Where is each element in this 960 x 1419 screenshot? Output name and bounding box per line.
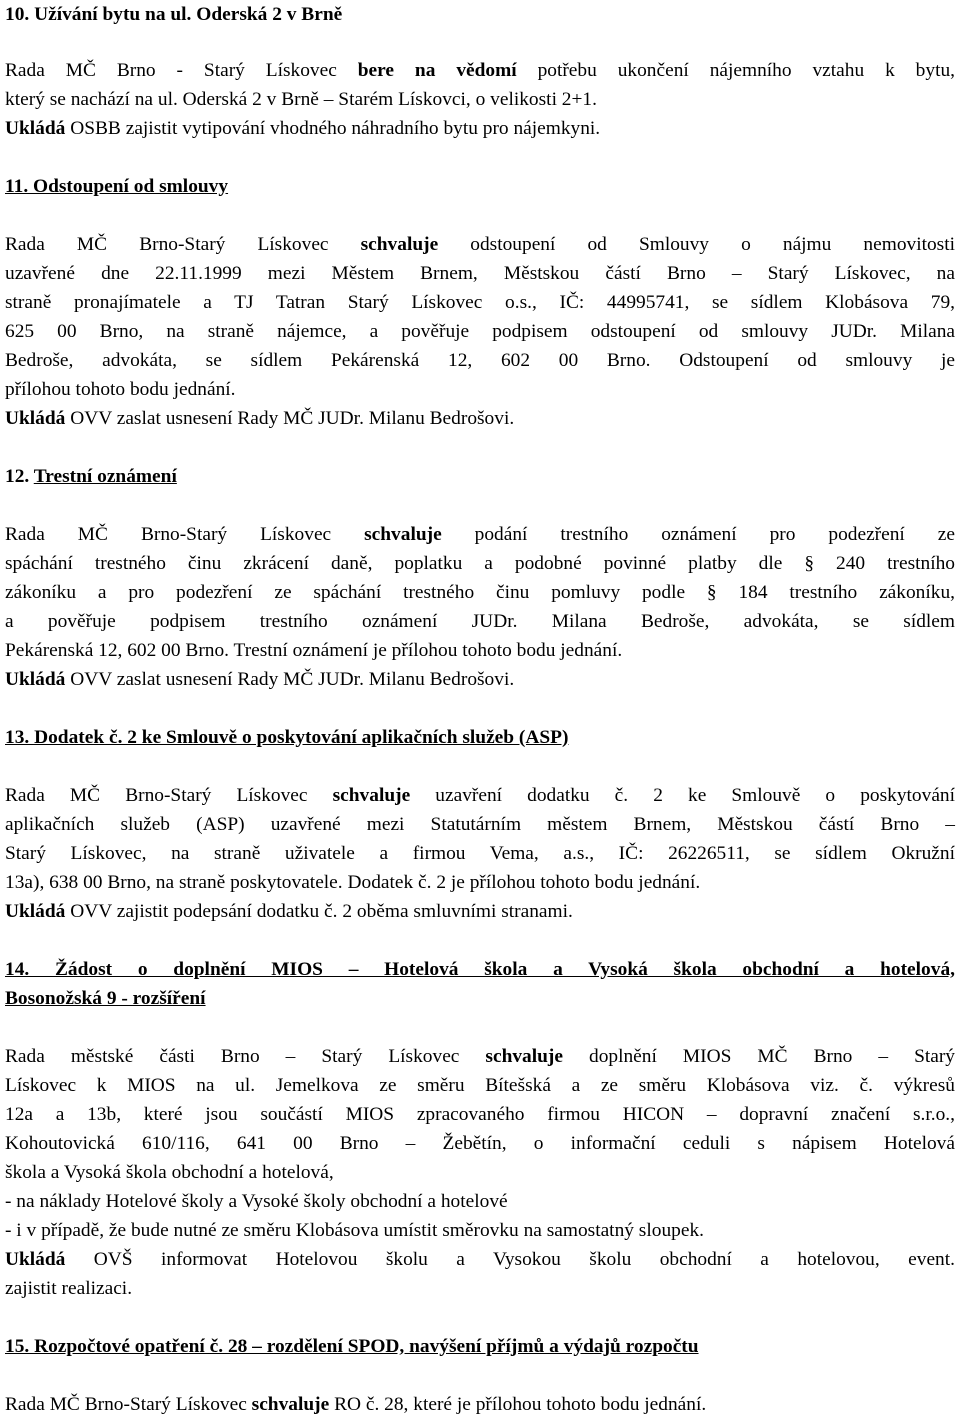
paragraph-line: Bedroše, advokáta, se sídlem Pekárenská 12, 602 00 Brno. Odstoupení od smlouvy je	[5, 350, 955, 371]
paragraph-line: zajistit realizaci.	[5, 1278, 133, 1299]
paragraph-line: který se nachází na ul. Oderská 2 v Brně – Starém Lískovci, o velikosti 2+1.	[5, 89, 597, 110]
section-11-heading: 11. Odstoupení od smlouvy	[5, 176, 229, 197]
list-item: - i v případě, že bude nutné ze směru Klobásova umístit směrovku na samostatný sloupek.	[5, 1220, 704, 1241]
paragraph-line: přílohou tohoto bodu jednání.	[5, 379, 236, 400]
paragraph-line: škola a Vysoká škola obchodní a hotelová,	[5, 1162, 334, 1183]
paragraph-line: Ukládá OSBB zajistit vytipování vhodného náhradního bytu pro nájemkyni.	[5, 118, 601, 139]
paragraph-line: a pověřuje podpisem trestního oznámení JUDr. Milana Bedroše, advokáta, se sídlem	[5, 611, 955, 632]
paragraph-line: Rada MČ Brno-Starý Lískovec schvaluje uzavření dodatku č. 2 ke Smlouvě o poskytování	[5, 785, 956, 806]
paragraph-line: Rada MČ Brno-Starý Lískovec schvaluje podání trestního oznámení pro podezření ze	[5, 524, 955, 545]
paragraph-line: Ukládá OVV zajistit podepsání dodatku č. 2 oběma smluvními stranami.	[5, 901, 573, 922]
paragraph-line: straně pronajímatele a TJ Tatran Starý Lískovec o.s., IČ: 44995741, se sídlem Klobásova 79,	[5, 292, 955, 313]
paragraph-line: Ukládá OVŠ informovat Hotelovou školu a Vysokou školu obchodní a hotelovou, event.	[5, 1249, 955, 1270]
paragraph-line: Pekárenská 12, 602 00 Brno. Trestní oznámení je přílohou tohoto bodu jednání.	[5, 640, 623, 661]
paragraph-line: Rada MČ Brno - Starý Lískovec bere na vědomí potřebu ukončení nájemního vztahu k bytu,	[5, 60, 956, 81]
paragraph-line: Starý Lískovec, na straně uživatele a firmou Vema, a.s., IČ: 26226511, se sídlem Okružní	[5, 843, 955, 864]
list-item: - na náklady Hotelové školy a Vysoké školy obchodní a hotelové	[5, 1191, 508, 1212]
paragraph-line: Rada MČ Brno-Starý Lískovec schvaluje RO č. 28, které je přílohou tohoto bodu jednání.	[5, 1394, 707, 1415]
section-14-heading-continued: Bosonožská 9 - rozšíření	[5, 988, 206, 1009]
paragraph-line: spáchání trestného činu zkrácení daně, poplatku a podobné povinné platby dle § 240 trestního	[5, 553, 955, 574]
paragraph-line: Kohoutovická 610/116, 641 00 Brno – Žebětín, o informační ceduli s nápisem Hotelová	[5, 1133, 955, 1154]
section-15-heading: 15. Rozpočtové opatření č. 28 – rozdělení SPOD, navýšení příjmů a výdajů rozpočtu	[5, 1336, 699, 1357]
paragraph-line: aplikačních služeb (ASP) uzavřené mezi Statutárním městem Brnem, Městskou částí Brno –	[5, 814, 955, 835]
section-14-heading: 14. Žádost o doplnění MIOS – Hotelová škola a Vysoká škola obchodní a hotelová,	[5, 959, 955, 980]
paragraph-line: Ukládá OVV zaslat usnesení Rady MČ JUDr. Milanu Bedrošovi.	[5, 669, 515, 690]
paragraph-line: 625 00 Brno, na straně nájemce, a pověřuje podpisem odstoupení od smlouvy JUDr. Milana	[5, 321, 955, 342]
paragraph-line: zákoníku a pro podezření ze spáchání trestného činu pomluvy podle § 184 trestního zákoníku,	[5, 582, 955, 603]
paragraph-line: Lískovec k MIOS na ul. Jemelkova ze směru Bítešská a ze směru Klobásova viz. č. výkresů	[5, 1075, 955, 1096]
paragraph-line: Rada městské části Brno – Starý Lískovec schvaluje doplnění MIOS MČ Brno – Starý	[5, 1046, 955, 1067]
section-12-heading: 12. Trestní oznámení	[5, 466, 177, 487]
section-10-heading: 10. Užívání bytu na ul. Oderská 2 v Brně	[5, 4, 343, 25]
section-13-heading: 13. Dodatek č. 2 ke Smlouvě o poskytování aplikačních služeb (ASP)	[5, 727, 569, 748]
paragraph-line: uzavřené dne 22.11.1999 mezi Městem Brnem, Městskou částí Brno – Starý Lískovec, na	[5, 263, 955, 284]
paragraph-line: Ukládá OVV zaslat usnesení Rady MČ JUDr. Milanu Bedrošovi.	[5, 408, 515, 429]
paragraph-line: 12a a 13b, které jsou součástí MIOS zpracovaného firmou HICON – dopravní značení s.r.o.,	[5, 1104, 955, 1125]
paragraph-line: Rada MČ Brno-Starý Lískovec schvaluje odstoupení od Smlouvy o nájmu nemovitosti	[5, 234, 955, 255]
paragraph-line: 13a), 638 00 Brno, na straně poskytovatele. Dodatek č. 2 je přílohou tohoto bodu jednání.	[5, 872, 701, 893]
